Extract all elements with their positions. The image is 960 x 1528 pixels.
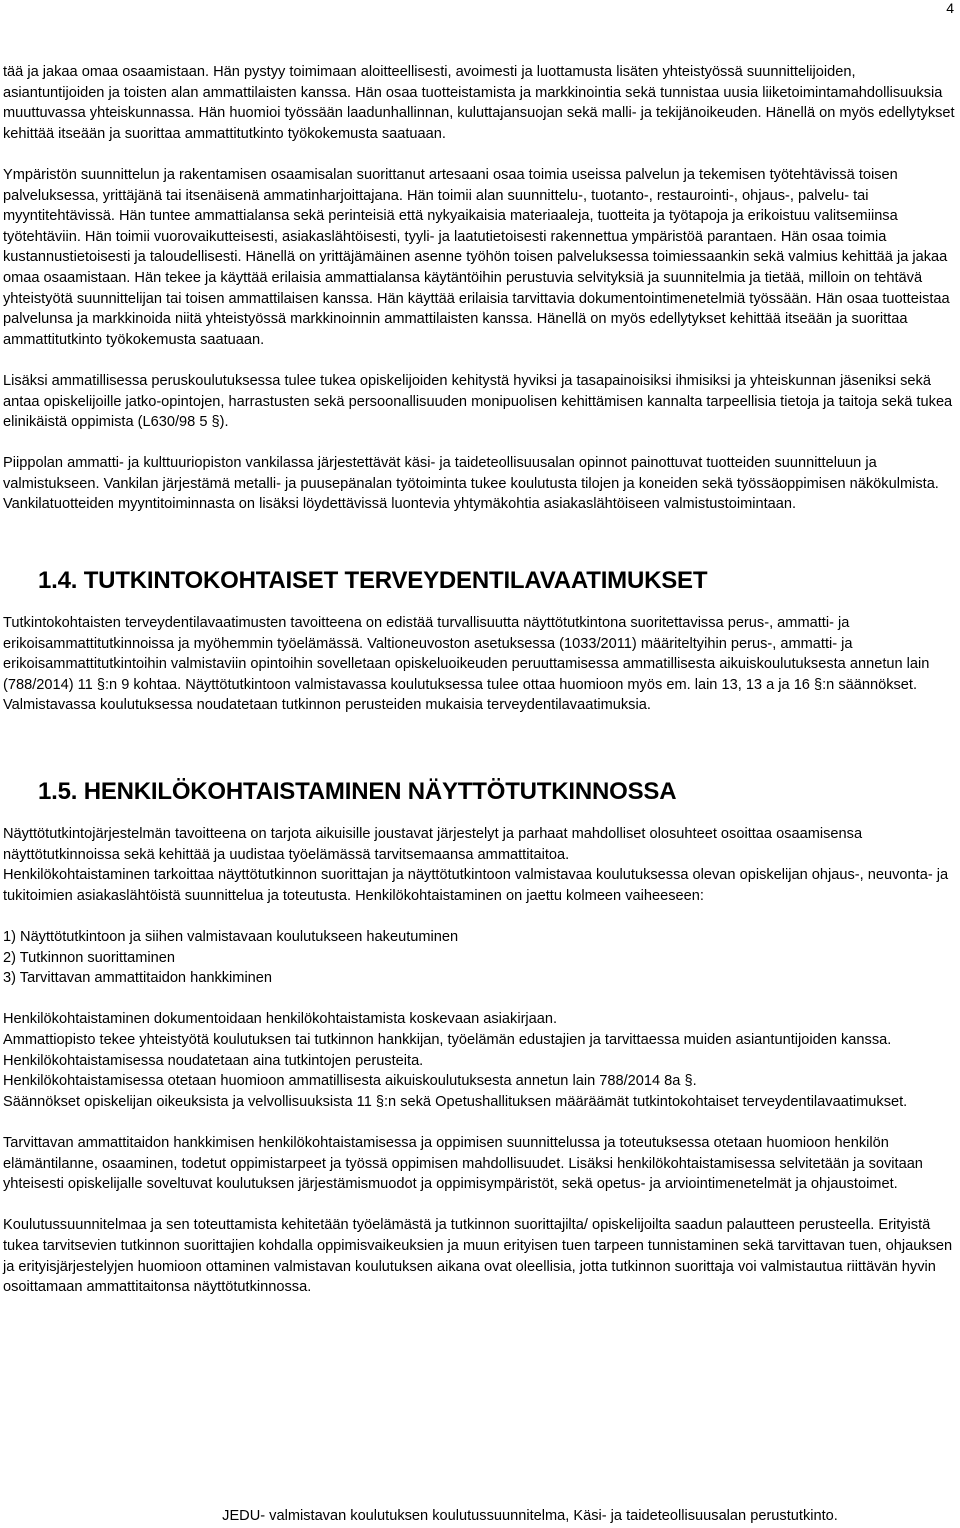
paragraph-documentation: Henkilökohtaistaminen dokumentoidaan henkilökohtaistamista koskevaan asiakirjaan.: [3, 1011, 558, 1028]
paragraph-skills-acquisition: Tarvittavan ammattitaidon hankkimisen henkilökohtaistamisessa ja oppimisen suunnittelussa ja toteutuksessa otetaan huomioon henkilön elämäntilanne, osaaminen, todetut oppimistarpeet ja työssä oppimisen mahdollisuudet. Lisäksi henkilökohtaistamisessa selvitetään ja sovitaan yhteisesti opiskelijalle soveltuvat koulutuksen järjestämismuodot ja oppimisympäristöt, sekä opetus- ja arviointimenetelmät ja ohjaustoimet.: [3, 1134, 923, 1193]
paragraph-basic-education: Lisäksi ammatillisessa peruskoulutuksessa tulee tukea opiskelijoiden kehitystä hyviksi ja tasapainoisiksi ihmisiksi ja yhteiskunnan jäseniksi sekä antaa opiskelijoille jatko-opintojen, harrastusten sekä persoonallisuuden monipuolisen kehittämisen kannalta tarpeellisia tietoja ja taitoja sekä tukea elinikäistä oppimista (L630/98 5 §).: [3, 372, 953, 431]
section-heading-personalisation: 1.5. HENKILÖKOHTAISTAMINEN NÄYTTÖTUTKINNOSSA: [38, 778, 677, 806]
page-number: 4: [946, 0, 954, 16]
list-item-phase-2: 2) Tutkinnon suorittaminen: [3, 949, 175, 966]
page-footer: JEDU- valmistavan koulutuksen koulutussuunnitelma, Käsi- ja taideteollisuusalan perustutkinto.: [222, 1508, 838, 1524]
paragraph-intro-continuation: tää ja jakaa omaa osaamistaan. Hän pystyy toimimaan aloitteellisesti, avoimesti ja luottamusta lisäten yhteistyössä suunnittelijoiden, asiantuntijoiden ja toisten alan ammattilaisten kanssa. Hän osaa tuotteistamista ja markkinointia sekä tunnistaa uusia liiketoimintamahdollisuuksia muuttuvassa yhteiskunnassa. Hän huomioi työssään laadunhallinnan, kuluttajansuojan sekä malli- ja tekijänoikeuden. Hänellä on myös edellytykset kehittää itseään ja suorittaa ammattitutkinto työkokemusta saatuaan.: [3, 64, 955, 142]
list-item-phase-3: 3) Tarvittavan ammattitaidon hankkiminen: [3, 970, 273, 987]
document-body: [3, 62, 955, 1298]
paragraph-environment-design: Ympäristön suunnittelun ja rakentamisen osaamisalan suorittanut artesaani osaa toimia useissa palvelun ja tekemisen työtehtävissä toisen palveluksessa, yrittäjänä tai itsenäisenä ammatinharjoittajana. Hän toimii alan suunnittelu-, tuotanto-, restaurointi-, ohjaus-, palvelu- tai myyntitehtävissä. Hän tuntee ammattialansa sekä perinteisiä että nykyaikaisia materiaaleja, tuotteita ja työtapoja ja erikoistuu valitsemiinsa työtehtäviin. Hän toimii vuorovaikutteisesti, asiakaslähtöisesti, tyyli- ja laatutietoisesti rakennettua ympäristöä parantaen. Hän osaa toimia kustannustietoisesti ja taloudellisesti. Hänellä on yrittäjämäinen asenne työhön toisen palveluksessa toimiessaankin sekä valmius kehittää ja jakaa omaa osaamistaan. Hän tekee ja käyttää erilaisia ammattialansa käytäntöihin perustuvia selvityksiä ja suunnitelmia ja tietää, milloin on tehtävä yhteistyötä suunnittelijan tai toisen ammattilaisen kanssa. Hän käyttää erilaisia tarvittavia dokumentointimenetelmiä työssään. Hän osaa tuotteistaa palvelunsa ja markkinoida niitä yhteistyössä markkinoinnin ammattilaisten kanssa. Hänellä on myös edellytykset kehittää itseään ja suorittaa ammattitutkinto työkokemusta saatuaan.: [3, 166, 950, 348]
paragraph-personalisation-definition: Henkilökohtaistaminen tarkoittaa näyttötutkinnon suorittajan ja näyttötutkintoon valmistavaa koulutuksessa olevan opiskelijan ohjaus-, neuvonta- ja tukitoimien asiakaslähtöistä suunnittelua ja toteutusta. Henkilökohtaistaminen on jaettu kolmeen vaiheeseen:: [3, 867, 949, 904]
paragraph-law-reference: Henkilökohtaistamisessa otetaan huomioon ammatillisesta aikuiskoulutuksesta annetun lain 788/2014 8a §.: [3, 1073, 697, 1090]
paragraph-piippola-prison: Piippolan ammatti- ja kulttuuriopiston vankilassa järjestettävät käsi- ja taideteollisuusalan opinnot painottuvat tuotteiden suunnitteluun ja valmistukseen. Vankilan järjestämä metalli- ja puusepänalan työtoiminta tukee koulutusta tilojen ja koneiden sekä työssäoppimisen näkökulmista. Vankilatuotteiden myyntitoiminnasta on lisäksi löydettävissä luontevia yhtymäkohtia asiakaslähtöiseen valmistustoimintaan.: [3, 455, 939, 513]
section-heading-health-requirements: 1.4. TUTKINTOKOHTAISET TERVEYDENTILAVAATIMUKSET: [38, 567, 708, 595]
paragraph-curriculum-feedback: Koulutussuunnitelmaa ja sen toteuttamista kehitetään työelämästä ja tutkinnon suorittajilta/ opiskelijoilta saadun palautteen perusteella. Erityistä tukea tarvitsevien tutkinnon suorittajien kohdalla oppimisvaikeuksien ja muun erityisen tuen tarpeen tunnistaminen sekä tarvittavan tuen, ohjauksen ja erityisjärjestelyjen huomioon ottaminen valmistavan koulutuksen aikana ovat oleellisia, jotta tutkinnon suorittaja voi valmistautua riittävän hyvin osoittamaan ammattitaitonsa näyttötutkinnossa.: [3, 1217, 953, 1296]
paragraph-regulations: Säännökset opiskelijan oikeuksista ja velvollisuuksista 11 §:n sekä Opetushallituksen määräämät tutkintokohtaiset terveydentilavaatimukset.: [3, 1093, 908, 1110]
paragraph-health-requirements: Tutkintokohtaisten terveydentilavaatimusten tavoitteena on edistää turvallisuutta näyttötutkintona suoritettavissa perus-, ammatti- ja erikoisammattitutkinnoissa ja myöhemmin työelämässä. Valtioneuvoston asetuksessa (1033/2011) määriteltyihin perus-, ammatti- ja erikoisammattitutkintoihin valmistaviin opintoihin sovelletaan opiskeluoikeuden peruuttamisessa ammatillisesta aikuiskoulutuksesta annetun lain (788/2014) 11 §:n 9 kohtaa. Näyttötutkintoon valmistavassa koulutuksessa tulee ottaa huomioon myös em. lain 13, 13 a ja 16 §:n säännökset. Valmistavassa koulutuksessa noudatetaan tutkinnon perusteiden mukaisia terveydentilavaatimuksia.: [3, 615, 930, 714]
list-item-phase-1: 1) Näyttötutkintoon ja siihen valmistavaan koulutukseen hakeutuminen: [3, 929, 459, 945]
paragraph-cooperation: Ammattiopisto tekee yhteistyötä koulutuksen tai tutkinnon hankkijan, työelämän edustajien ja tarvittaessa muiden asiantuntijoiden kanssa. Henkilökohtaistamisessa noudatetaan aina tutkintojen perusteita.: [3, 1031, 892, 1069]
paragraph-personalisation-goal: Näyttötutkintojärjestelmän tavoitteena on tarjota aikuisille joustavat järjestelyt ja parhaat mahdolliset olosuhteet osoittaa osaamisensa näyttötutkinnoissa sekä kehittää ja uudistaa työelämässä tarvitsemaansa ammattitaitoa.: [3, 826, 863, 863]
